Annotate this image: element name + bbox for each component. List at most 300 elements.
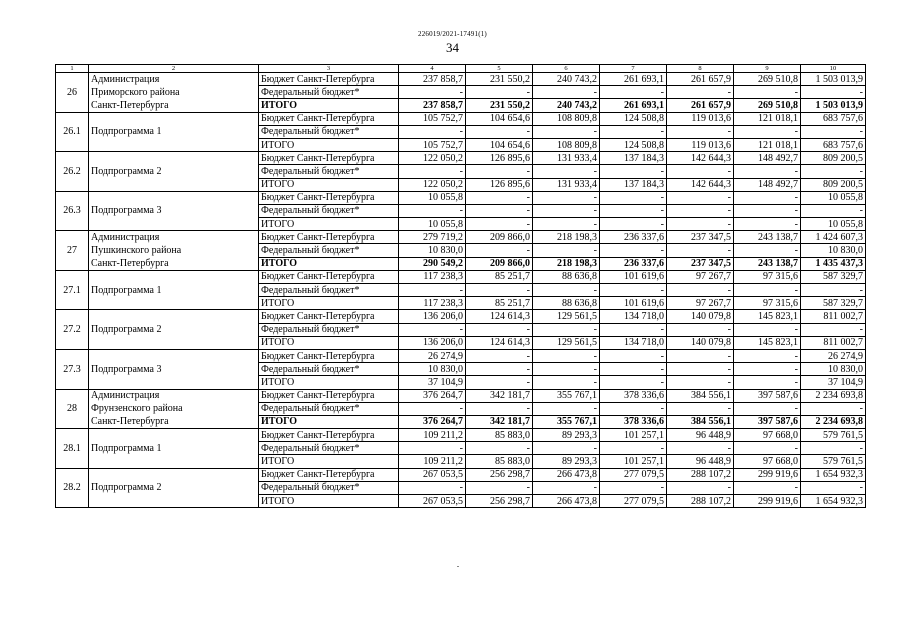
table-row xyxy=(56,349,866,362)
amount-cell: 277 079,5 xyxy=(600,495,667,508)
amount-cell: 376 264,7 xyxy=(399,415,466,428)
amount-cell: 97 668,0 xyxy=(734,429,801,442)
amount-cell: - xyxy=(399,323,466,336)
administration-name-line: Фрунзенского района xyxy=(89,402,259,415)
amount-cell: 269 510,8 xyxy=(734,73,801,86)
amount-cell: 397 587,6 xyxy=(734,415,801,428)
amount-cell: - xyxy=(466,86,533,99)
amount-cell: - xyxy=(734,244,801,257)
amount-cell: - xyxy=(734,442,801,455)
amount-cell: 140 079,8 xyxy=(667,336,734,349)
funding-source: ИТОГО xyxy=(259,218,399,231)
amount-cell: 231 550,2 xyxy=(466,99,533,112)
amount-cell: 1 503 013,9 xyxy=(801,99,866,112)
column-number: 1 xyxy=(56,65,89,73)
administration-name-line: Санкт-Петербурга xyxy=(89,99,259,112)
amount-cell: - xyxy=(667,442,734,455)
amount-cell: 142 644,3 xyxy=(667,178,734,191)
amount-cell: - xyxy=(801,402,866,415)
amount-cell: 131 933,4 xyxy=(533,152,600,165)
amount-cell: 136 206,0 xyxy=(399,336,466,349)
administration-name-line: Администрация xyxy=(89,73,259,86)
amount-cell: - xyxy=(399,165,466,178)
amount-cell: - xyxy=(600,191,667,204)
amount-cell: 579 761,5 xyxy=(801,455,866,468)
amount-cell: - xyxy=(667,349,734,362)
amount-cell: 1 654 932,3 xyxy=(801,468,866,481)
amount-cell: 240 743,2 xyxy=(533,73,600,86)
amount-cell: - xyxy=(667,376,734,389)
amount-cell: 1 435 437,3 xyxy=(801,257,866,270)
amount-cell: 89 293,3 xyxy=(533,429,600,442)
table-row xyxy=(56,152,866,165)
column-number: 2 xyxy=(89,65,259,73)
amount-cell: 101 619,6 xyxy=(600,297,667,310)
table-row xyxy=(56,112,866,125)
amount-cell: - xyxy=(600,125,667,138)
funding-source: ИТОГО xyxy=(259,495,399,508)
amount-cell: - xyxy=(667,165,734,178)
amount-cell: 267 053,5 xyxy=(399,495,466,508)
amount-cell: 237 858,7 xyxy=(399,73,466,86)
amount-cell: 261 693,1 xyxy=(600,99,667,112)
funding-source: Федеральный бюджет* xyxy=(259,323,399,336)
program-name: Подпрограмма 2 xyxy=(89,468,259,508)
amount-cell: 277 079,5 xyxy=(600,468,667,481)
funding-source: Федеральный бюджет* xyxy=(259,165,399,178)
column-number: 6 xyxy=(533,65,600,73)
amount-cell: 85 251,7 xyxy=(466,270,533,283)
row-number: 27 xyxy=(56,231,89,271)
amount-cell: 1 503 013,9 xyxy=(801,73,866,86)
amount-cell: - xyxy=(801,165,866,178)
amount-cell: 1 424 607,3 xyxy=(801,231,866,244)
funding-source: Бюджет Санкт-Петербурга xyxy=(259,112,399,125)
funding-source: ИТОГО xyxy=(259,178,399,191)
amount-cell: - xyxy=(399,402,466,415)
amount-cell: - xyxy=(466,244,533,257)
table-row xyxy=(56,389,866,402)
amount-cell: - xyxy=(667,86,734,99)
amount-cell: - xyxy=(667,218,734,231)
amount-cell: - xyxy=(399,125,466,138)
document-id: 226019/2021-17491(1) xyxy=(418,30,487,38)
amount-cell: 209 866,0 xyxy=(466,257,533,270)
amount-cell: 10 830,0 xyxy=(801,244,866,257)
amount-cell: 811 002,7 xyxy=(801,310,866,323)
column-number: 8 xyxy=(667,65,734,73)
amount-cell: 236 337,6 xyxy=(600,257,667,270)
funding-source: Бюджет Санкт-Петербурга xyxy=(259,231,399,244)
amount-cell: 104 654,6 xyxy=(466,112,533,125)
amount-cell: 124 614,3 xyxy=(466,336,533,349)
scan-speck xyxy=(457,566,459,567)
funding-source: ИТОГО xyxy=(259,336,399,349)
amount-cell: 384 556,1 xyxy=(667,415,734,428)
amount-cell: - xyxy=(734,125,801,138)
amount-cell: - xyxy=(734,363,801,376)
table-row xyxy=(56,231,866,244)
amount-cell: 26 274,9 xyxy=(399,349,466,362)
table-row xyxy=(56,270,866,283)
amount-cell: 89 293,3 xyxy=(533,455,600,468)
amount-cell: 121 018,1 xyxy=(734,138,801,151)
amount-cell: 124 614,3 xyxy=(466,310,533,323)
amount-cell: - xyxy=(466,204,533,217)
amount-cell: 355 767,1 xyxy=(533,415,600,428)
amount-cell: 261 657,9 xyxy=(667,99,734,112)
row-number: 26 xyxy=(56,73,89,113)
amount-cell: - xyxy=(533,481,600,494)
amount-cell: 108 809,8 xyxy=(533,112,600,125)
amount-cell: 26 274,9 xyxy=(801,349,866,362)
table-row xyxy=(56,429,866,442)
row-number: 27.3 xyxy=(56,349,89,389)
table-row xyxy=(56,402,866,415)
amount-cell: - xyxy=(600,218,667,231)
amount-cell: - xyxy=(734,86,801,99)
amount-cell: - xyxy=(533,363,600,376)
funding-source: Бюджет Санкт-Петербурга xyxy=(259,191,399,204)
amount-cell: 256 298,7 xyxy=(466,495,533,508)
amount-cell: 136 206,0 xyxy=(399,310,466,323)
amount-cell: 10 830,0 xyxy=(399,363,466,376)
amount-cell: 109 211,2 xyxy=(399,455,466,468)
amount-cell: 108 809,8 xyxy=(533,138,600,151)
amount-cell: - xyxy=(734,191,801,204)
amount-cell: 119 013,6 xyxy=(667,138,734,151)
amount-cell: 137 184,3 xyxy=(600,178,667,191)
amount-cell: 240 743,2 xyxy=(533,99,600,112)
amount-cell: 88 636,8 xyxy=(533,297,600,310)
amount-cell: 124 508,8 xyxy=(600,112,667,125)
amount-cell: 122 050,2 xyxy=(399,178,466,191)
amount-cell: - xyxy=(600,363,667,376)
amount-cell: - xyxy=(533,125,600,138)
amount-cell: 10 830,0 xyxy=(801,363,866,376)
amount-cell: 85 251,7 xyxy=(466,297,533,310)
amount-cell: - xyxy=(533,284,600,297)
amount-cell: - xyxy=(600,86,667,99)
table-row xyxy=(56,415,866,428)
amount-cell: - xyxy=(466,442,533,455)
amount-cell: - xyxy=(399,481,466,494)
amount-cell: 587 329,7 xyxy=(801,270,866,283)
funding-source: Бюджет Санкт-Петербурга xyxy=(259,389,399,402)
amount-cell: 37 104,9 xyxy=(801,376,866,389)
funding-source: Бюджет Санкт-Петербурга xyxy=(259,310,399,323)
table-row xyxy=(56,244,866,257)
column-number: 7 xyxy=(600,65,667,73)
amount-cell: - xyxy=(533,191,600,204)
amount-cell: - xyxy=(466,125,533,138)
row-number: 28.2 xyxy=(56,468,89,508)
amount-cell: - xyxy=(466,165,533,178)
row-number: 26.1 xyxy=(56,112,89,152)
table-row xyxy=(56,99,866,112)
amount-cell: 266 473,8 xyxy=(533,468,600,481)
amount-cell: 101 257,1 xyxy=(600,429,667,442)
amount-cell: 279 719,2 xyxy=(399,231,466,244)
amount-cell: 267 053,5 xyxy=(399,468,466,481)
amount-cell: 266 473,8 xyxy=(533,495,600,508)
column-number: 10 xyxy=(801,65,866,73)
row-number: 28.1 xyxy=(56,429,89,469)
amount-cell: - xyxy=(734,218,801,231)
amount-cell: 134 718,0 xyxy=(600,310,667,323)
amount-cell: 288 107,2 xyxy=(667,468,734,481)
amount-cell: - xyxy=(399,86,466,99)
amount-cell: 218 198,3 xyxy=(533,231,600,244)
amount-cell: - xyxy=(466,376,533,389)
amount-cell: 97 267,7 xyxy=(667,270,734,283)
amount-cell: - xyxy=(801,204,866,217)
amount-cell: 105 752,7 xyxy=(399,138,466,151)
amount-cell: 129 561,5 xyxy=(533,336,600,349)
amount-cell: - xyxy=(667,284,734,297)
funding-source: Федеральный бюджет* xyxy=(259,204,399,217)
column-number: 9 xyxy=(734,65,801,73)
funding-source: Федеральный бюджет* xyxy=(259,481,399,494)
funding-source: Бюджет Санкт-Петербурга xyxy=(259,73,399,86)
amount-cell: - xyxy=(801,442,866,455)
program-name: Подпрограмма 2 xyxy=(89,152,259,192)
amount-cell: - xyxy=(533,402,600,415)
amount-cell: - xyxy=(600,204,667,217)
table-body xyxy=(56,65,866,508)
amount-cell: 243 138,7 xyxy=(734,257,801,270)
amount-cell: 104 654,6 xyxy=(466,138,533,151)
funding-source: ИТОГО xyxy=(259,415,399,428)
funding-source: ИТОГО xyxy=(259,376,399,389)
amount-cell: - xyxy=(667,363,734,376)
amount-cell: 2 234 693,8 xyxy=(801,415,866,428)
amount-cell: - xyxy=(801,86,866,99)
amount-cell: 579 761,5 xyxy=(801,429,866,442)
amount-cell: 237 347,5 xyxy=(667,257,734,270)
row-number: 26.2 xyxy=(56,152,89,192)
amount-cell: - xyxy=(734,204,801,217)
amount-cell: 88 636,8 xyxy=(533,270,600,283)
amount-cell: - xyxy=(734,284,801,297)
funding-source: Федеральный бюджет* xyxy=(259,402,399,415)
amount-cell: - xyxy=(600,481,667,494)
amount-cell: 10 830,0 xyxy=(399,244,466,257)
amount-cell: 261 657,9 xyxy=(667,73,734,86)
amount-cell: 378 336,6 xyxy=(600,415,667,428)
program-name: Подпрограмма 1 xyxy=(89,429,259,469)
program-name: Подпрограмма 1 xyxy=(89,112,259,152)
amount-cell: - xyxy=(667,402,734,415)
amount-cell: 85 883,0 xyxy=(466,429,533,442)
amount-cell: 96 448,9 xyxy=(667,429,734,442)
column-number: 3 xyxy=(259,65,399,73)
funding-source: Федеральный бюджет* xyxy=(259,86,399,99)
administration-name-line: Администрация xyxy=(89,231,259,244)
funding-source: ИТОГО xyxy=(259,138,399,151)
amount-cell: 288 107,2 xyxy=(667,495,734,508)
amount-cell: 137 184,3 xyxy=(600,152,667,165)
amount-cell: 683 757,6 xyxy=(801,112,866,125)
amount-cell: 587 329,7 xyxy=(801,297,866,310)
administration-name-line: Санкт-Петербурга xyxy=(89,257,259,270)
amount-cell: - xyxy=(801,323,866,336)
administration-name-line: Санкт-Петербурга xyxy=(89,415,259,428)
amount-cell: - xyxy=(466,218,533,231)
amount-cell: 97 315,6 xyxy=(734,270,801,283)
amount-cell: 148 492,7 xyxy=(734,178,801,191)
amount-cell: 109 211,2 xyxy=(399,429,466,442)
program-name: Подпрограмма 3 xyxy=(89,349,259,389)
amount-cell: 237 347,5 xyxy=(667,231,734,244)
amount-cell: 10 055,8 xyxy=(399,218,466,231)
column-number: 5 xyxy=(466,65,533,73)
column-number-row xyxy=(56,65,866,73)
amount-cell: - xyxy=(734,402,801,415)
amount-cell: 85 883,0 xyxy=(466,455,533,468)
amount-cell: 237 858,7 xyxy=(399,99,466,112)
amount-cell: 236 337,6 xyxy=(600,231,667,244)
funding-source: Бюджет Санкт-Петербурга xyxy=(259,349,399,362)
table-row xyxy=(56,310,866,323)
amount-cell: 290 549,2 xyxy=(399,257,466,270)
amount-cell: 97 668,0 xyxy=(734,455,801,468)
amount-cell: - xyxy=(466,284,533,297)
amount-cell: 105 752,7 xyxy=(399,112,466,125)
amount-cell: - xyxy=(600,165,667,178)
column-number: 4 xyxy=(399,65,466,73)
amount-cell: 261 693,1 xyxy=(600,73,667,86)
amount-cell: 119 013,6 xyxy=(667,112,734,125)
page-number: 34 xyxy=(446,40,459,55)
funding-source: Федеральный бюджет* xyxy=(259,125,399,138)
amount-cell: - xyxy=(399,284,466,297)
amount-cell: 384 556,1 xyxy=(667,389,734,402)
funding-source: Федеральный бюджет* xyxy=(259,244,399,257)
amount-cell: 145 823,1 xyxy=(734,310,801,323)
amount-cell: 209 866,0 xyxy=(466,231,533,244)
program-name: Подпрограмма 2 xyxy=(89,310,259,350)
amount-cell: 811 002,7 xyxy=(801,336,866,349)
row-number: 26.3 xyxy=(56,191,89,231)
amount-cell: - xyxy=(533,165,600,178)
amount-cell: 809 200,5 xyxy=(801,152,866,165)
amount-cell: 342 181,7 xyxy=(466,389,533,402)
program-name: Подпрограмма 3 xyxy=(89,191,259,231)
amount-cell: - xyxy=(533,86,600,99)
amount-cell: - xyxy=(667,125,734,138)
administration-name-line: Пушкинского района xyxy=(89,244,259,257)
amount-cell: 97 267,7 xyxy=(667,297,734,310)
row-number: 27.1 xyxy=(56,270,89,310)
amount-cell: 117 238,3 xyxy=(399,297,466,310)
amount-cell: - xyxy=(533,376,600,389)
amount-cell: - xyxy=(801,284,866,297)
program-name: Подпрограмма 1 xyxy=(89,270,259,310)
amount-cell: 121 018,1 xyxy=(734,112,801,125)
amount-cell: 809 200,5 xyxy=(801,178,866,191)
amount-cell: 397 587,6 xyxy=(734,389,801,402)
funding-source: Федеральный бюджет* xyxy=(259,363,399,376)
amount-cell: 134 718,0 xyxy=(600,336,667,349)
amount-cell: 142 644,3 xyxy=(667,152,734,165)
amount-cell: 378 336,6 xyxy=(600,389,667,402)
amount-cell: - xyxy=(533,244,600,257)
amount-cell: - xyxy=(466,363,533,376)
amount-cell: - xyxy=(600,442,667,455)
budget-table xyxy=(55,64,866,508)
amount-cell: - xyxy=(533,349,600,362)
amount-cell: - xyxy=(801,481,866,494)
amount-cell: 231 550,2 xyxy=(466,73,533,86)
amount-cell: 10 055,8 xyxy=(801,218,866,231)
amount-cell: 129 561,5 xyxy=(533,310,600,323)
amount-cell: - xyxy=(734,349,801,362)
amount-cell: - xyxy=(600,244,667,257)
administration-name-line: Администрация xyxy=(89,389,259,402)
amount-cell: 2 234 693,8 xyxy=(801,389,866,402)
amount-cell: - xyxy=(667,323,734,336)
administration-name-line: Приморского района xyxy=(89,86,259,99)
amount-cell: 218 198,3 xyxy=(533,257,600,270)
amount-cell: - xyxy=(734,323,801,336)
funding-source: ИТОГО xyxy=(259,297,399,310)
funding-source: Бюджет Санкт-Петербурга xyxy=(259,152,399,165)
amount-cell: 10 055,8 xyxy=(399,191,466,204)
amount-cell: 355 767,1 xyxy=(533,389,600,402)
table-row xyxy=(56,257,866,270)
amount-cell: 299 919,6 xyxy=(734,468,801,481)
amount-cell: 299 919,6 xyxy=(734,495,801,508)
amount-cell: - xyxy=(533,323,600,336)
amount-cell: 10 055,8 xyxy=(801,191,866,204)
amount-cell: 1 654 932,3 xyxy=(801,495,866,508)
funding-source: Бюджет Санкт-Петербурга xyxy=(259,270,399,283)
amount-cell: 101 257,1 xyxy=(600,455,667,468)
amount-cell: 140 079,8 xyxy=(667,310,734,323)
amount-cell: 269 510,8 xyxy=(734,99,801,112)
amount-cell: 376 264,7 xyxy=(399,389,466,402)
row-number: 27.2 xyxy=(56,310,89,350)
funding-source: Федеральный бюджет* xyxy=(259,442,399,455)
amount-cell: 124 508,8 xyxy=(600,138,667,151)
amount-cell: 131 933,4 xyxy=(533,178,600,191)
amount-cell: - xyxy=(734,481,801,494)
amount-cell: 117 238,3 xyxy=(399,270,466,283)
amount-cell: 243 138,7 xyxy=(734,231,801,244)
amount-cell: - xyxy=(466,481,533,494)
amount-cell: 145 823,1 xyxy=(734,336,801,349)
amount-cell: - xyxy=(466,191,533,204)
table-row xyxy=(56,468,866,481)
amount-cell: - xyxy=(734,165,801,178)
funding-source: Бюджет Санкт-Петербурга xyxy=(259,468,399,481)
amount-cell: 37 104,9 xyxy=(399,376,466,389)
amount-cell: - xyxy=(533,442,600,455)
amount-cell: 97 315,6 xyxy=(734,297,801,310)
amount-cell: 342 181,7 xyxy=(466,415,533,428)
amount-cell: - xyxy=(600,323,667,336)
amount-cell: - xyxy=(667,191,734,204)
amount-cell: - xyxy=(600,376,667,389)
amount-cell: - xyxy=(667,481,734,494)
funding-source: ИТОГО xyxy=(259,257,399,270)
amount-cell: 256 298,7 xyxy=(466,468,533,481)
amount-cell: - xyxy=(399,442,466,455)
amount-cell: - xyxy=(533,218,600,231)
amount-cell: - xyxy=(466,323,533,336)
amount-cell: 122 050,2 xyxy=(399,152,466,165)
